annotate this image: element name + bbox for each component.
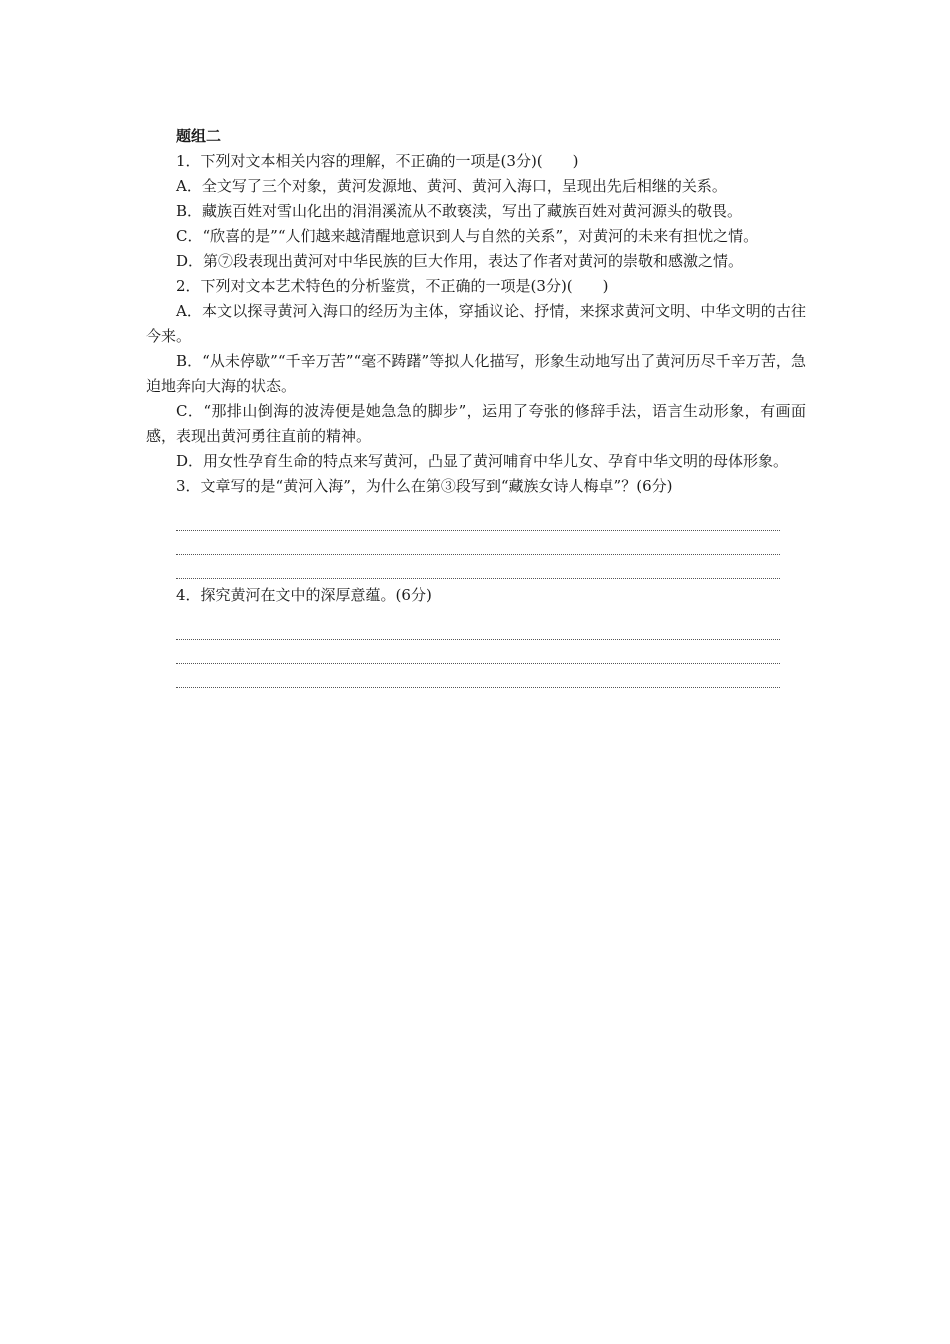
question-2-option-c: C．“那排山倒海的波涛便是她急急的脚步”，运用了夸张的修辞手法，语言生动形象，有画面感，表现出黄河勇往直前的精神。 xyxy=(146,402,806,445)
question-3-stem: 3．文章写的是“黄河入海”，为什么在第③段写到“藏族女诗人梅卓”？(6分) xyxy=(176,477,673,495)
question-1-option-a: A．全文写了三个对象，黄河发源地、黄河、黄河入海口，呈现出先后相继的关系。 xyxy=(176,177,727,195)
question-2-option-b: B．“从未停歇”“千辛万苦”“毫不踌躇”等拟人化描写，形象生动地写出了黄河历尽千辛万苦，急迫地奔向大海的状态。 xyxy=(146,352,806,395)
answer-line[interactable] xyxy=(176,664,780,688)
answer-line[interactable] xyxy=(176,616,780,640)
question-1-option-c: C．“欣喜的是”“人们越来越清醒地意识到人与自然的关系”，对黄河的未来有担忧之情。 xyxy=(176,227,759,245)
question-1-stem: 1．下列对文本相关内容的理解，不正确的一项是(3分)( ) xyxy=(176,152,579,170)
question-2-option-a: A．本文以探寻黄河入海口的经历为主体，穿插议论、抒情，来探求黄河文明、中华文明的古往今来。 xyxy=(146,302,806,345)
question-2-option-d: D．用女性孕育生命的特点来写黄河，凸显了黄河哺育中华儿女、孕育中华文明的母体形象。 xyxy=(176,452,789,470)
section-title: 题组二 xyxy=(176,127,222,145)
exam-page xyxy=(146,124,806,692)
question-4-stem: 4．探究黄河在文中的深厚意蕴。(6分) xyxy=(176,586,432,604)
question-1-option-b: B．藏族百姓对雪山化出的涓涓溪流从不敢亵渎，写出了藏族百姓对黄河源头的敬畏。 xyxy=(176,202,743,220)
question-2-stem: 2．下列对文本艺术特色的分析鉴赏，不正确的一项是(3分)( ) xyxy=(176,277,609,295)
answer-line[interactable] xyxy=(176,507,780,531)
answer-line[interactable] xyxy=(176,531,780,555)
answer-line[interactable] xyxy=(176,640,780,664)
question-4-answer-area[interactable] xyxy=(176,608,780,692)
question-1-option-d: D．第⑦段表现出黄河对中华民族的巨大作用，表达了作者对黄河的崇敬和感激之情。 xyxy=(176,252,744,270)
question-3-answer-area[interactable] xyxy=(176,499,780,583)
answer-line[interactable] xyxy=(176,555,780,579)
